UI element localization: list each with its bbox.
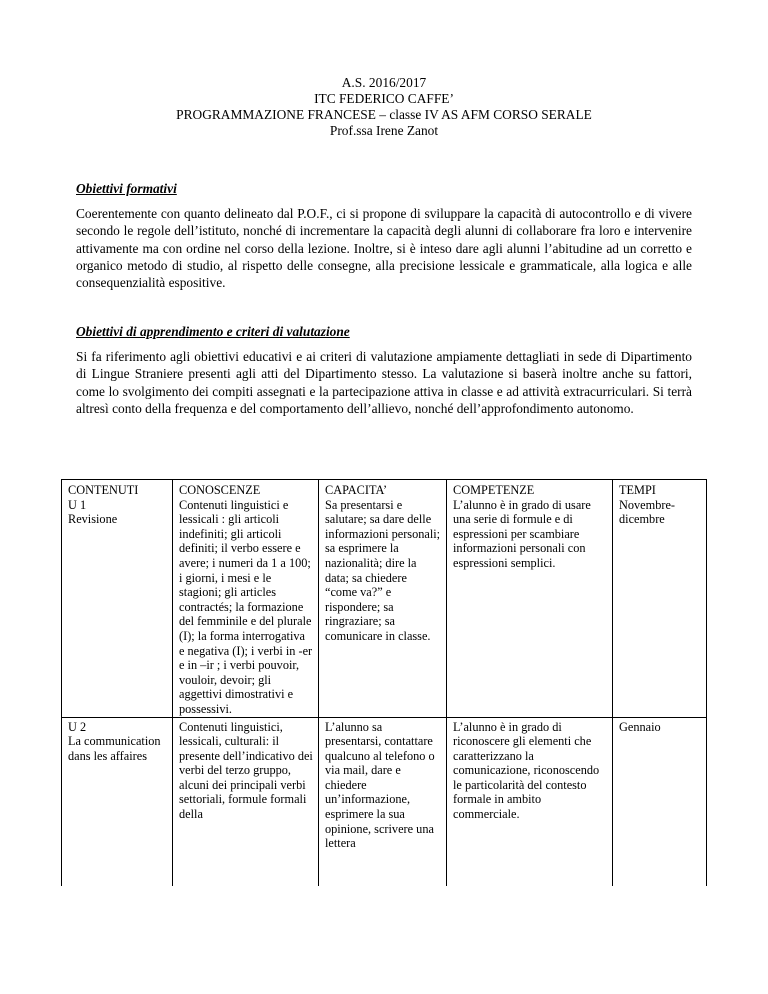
cell-tempi: Novembre-dicembre <box>619 497 675 527</box>
unit-title: La communication dans les affaires <box>68 734 161 763</box>
document-title: PROGRAMMAZIONE FRANCESE – classe IV AS AFM CORSO SERALE <box>176 107 592 122</box>
cell-competenze: L’alunno è in grado di riconoscere gli elementi che caratterizzano la comunicazione, riconoscendo le particolarità del contesto formale in ambito commerciale. <box>447 717 613 886</box>
paragraph-obiettivi-formativi: Coerentemente con quanto delineato dal P.O.F., ci si propone di sviluppare la capacità di autocontrollo e di vivere secondo le regole dell’istituto, nonché di incrementare la capacità degli alunni di collaborare fra loro e intervenire attivamente ma con ordine nel corso della lezione. Inoltre, si è inteso dare agli alunni l’abitudine ad un corretto e organico metodo di studio, al rispetto delle consegne, alla precisione lessicale e grammaticale, alla logica e alle consequenzialità espositive. <box>76 206 692 291</box>
cell-competenze: L’alunno è in grado di usare una serie di formule e di espressioni per scambiare informazioni personali con espressioni semplici. <box>453 497 591 570</box>
programme-table <box>61 479 707 886</box>
cell-contenuti <box>62 717 173 886</box>
header-tempi: TEMPI Novembre-dicembre <box>613 480 707 718</box>
unit-label: U 1 <box>68 497 87 512</box>
cell-conoscenze: Contenuti linguistici, lessicali, culturali: il presente dell’indicativo dei verbi del terzo gruppo, alcuni dei principali verbi settoriali, formule formali della <box>173 717 319 886</box>
section-title-obiettivi-apprendimento: Obiettivi di apprendimento e criteri di valutazione <box>76 324 350 339</box>
table-header-row <box>62 480 707 718</box>
school-name: ITC FEDERICO CAFFE’ <box>314 91 454 106</box>
header-competenze: COMPETENZE L’alunno è in grado di usare una serie di formule e di espressioni per scambiare informazioni personali con espressioni semplici. <box>447 480 613 718</box>
header-conoscenze: CONOSCENZE Contenuti linguistici e lessicali : gli articoli indefiniti; gli articoli definiti; il verbo essere e avere; i numeri da 1 a 100; i giorni, i mesi e le stagioni; gli articles contractés; la formazione del femminile e del plurale (I); la forma interrogativa e negativa (I); i verbi in -er e in –ir ; i verbi pouvoir, vouloir, devoir; gli aggettivi dimostrativi e possessivi. <box>173 480 319 718</box>
cell-capacita: L’alunno sa presentarsi, contattare qualcuno al telefono o via mail, dare e chiedere un’informazione, esprimere la sua opinione, scrivere una lettera <box>319 717 447 886</box>
header-capacita: CAPACITA’ Sa presentarsi e salutare; sa dare delle informazioni personali; sa esprimere la nazionalità; dire la data; sa chiedere “come va?” e rispondere; sa ringraziare; sa comunicare in classe. <box>319 480 447 718</box>
cell-conoscenze: Contenuti linguistici e lessicali : gli articoli indefiniti; gli articoli definiti; il verbo essere e avere; i numeri da 1 a 100; i giorni, i mesi e le stagioni; gli articles contractés; la formazione del femminile e del plurale (I); la forma interrogativa e negativa (I); i verbi in -er e in –ir ; i verbi pouvoir, vouloir, devoir; gli aggettivi dimostrativi e possessivi. <box>179 497 313 716</box>
cell-tempi: Gennaio <box>613 717 707 886</box>
unit-title: Revisione <box>68 512 118 527</box>
paragraph-obiettivi-apprendimento: Si fa riferimento agli obiettivi educativi e ai criteri di valutazione ampiamente dettagliati in sede di Dipartimento di Lingue Straniere presenti agli atti del Dipartimento stesso. La valutazione si baserà inoltre anche su fattori, come lo svolgimento dei compiti assegnati e la partecipazione attiva in classe e ad attività extracurriculari. Si terrà altresì conto della frequenza e del comportamento dell’allievo, nonché dell’approfondimento autonomo. <box>76 349 692 416</box>
document-header <box>0 75 768 139</box>
unit-label: U 2 <box>68 719 87 734</box>
cell-capacita: Sa presentarsi e salutare; sa dare delle informazioni personali; sa esprimere la nazionalità; dire la data; sa chiedere “come va?” e rispondere; sa ringraziare; sa comunicare in classe. <box>325 497 441 643</box>
teacher-name: Prof.ssa Irene Zanot <box>329 123 439 138</box>
table-row <box>62 717 707 886</box>
school-year: A.S. 2016/2017 <box>341 75 427 90</box>
section-title-obiettivi-formativi: Obiettivi formativi <box>76 181 177 196</box>
header-contenuti: CONTENUTI U 1 Revisione <box>62 480 173 718</box>
